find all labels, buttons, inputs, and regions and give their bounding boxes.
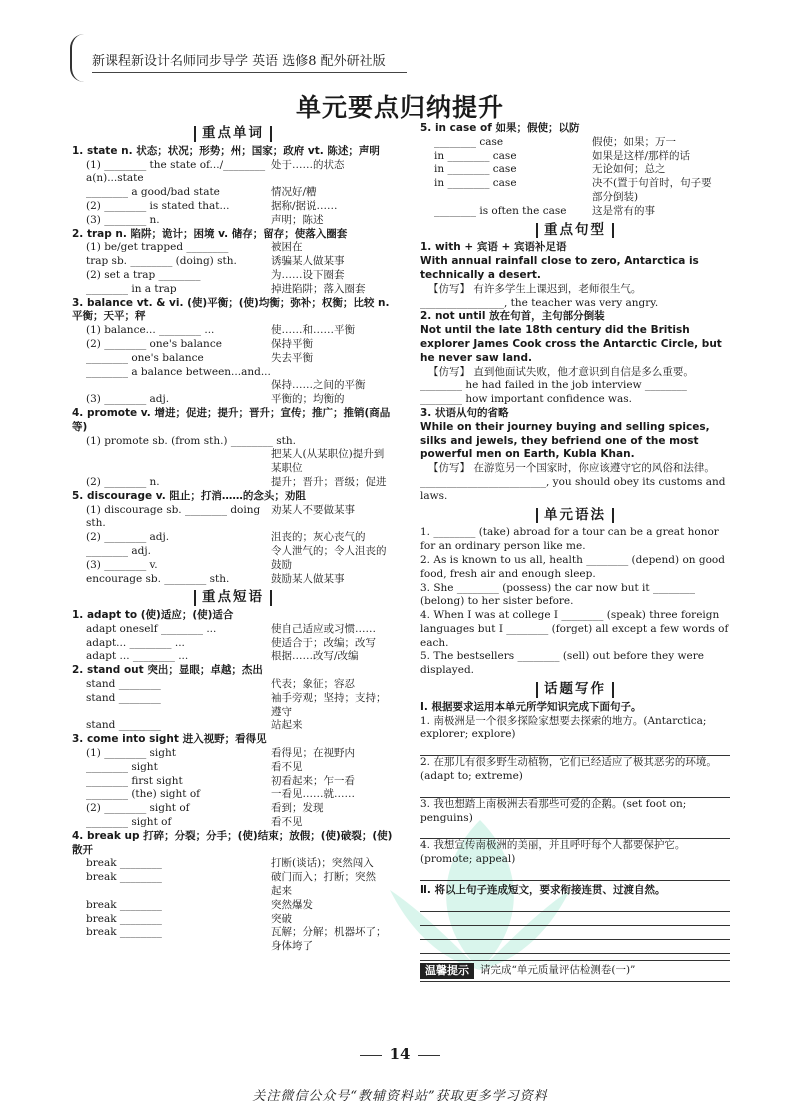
blank-line[interactable]: (1) discourage sb. ________ doing sth. [86, 503, 261, 530]
word-balance-head: 3. balance vt. & vi. (使)平衡；(使)均衡；弥补；权衡；比较 n. 平衡；天平；秤 [72, 296, 390, 323]
blank-line[interactable]: in ________ case [434, 149, 517, 162]
blank-line[interactable]: (1) balance... ________ ... [86, 324, 215, 337]
answer-line[interactable] [420, 898, 730, 912]
blank-line[interactable]: break ________ [86, 857, 162, 870]
writing-part2: Ⅱ. 将以上句子连成短文，要求衔接连贯、过渡自然。 [420, 884, 666, 897]
answer-line[interactable] [420, 912, 730, 926]
blank-line[interactable]: (2) ________ adj. [86, 531, 170, 544]
blank-line[interactable]: (3) ________ adj. [86, 393, 170, 406]
answer-line[interactable]: ________________________, you should obey its customs and laws. [420, 475, 726, 502]
blank-line[interactable]: ________ (the) sight of [86, 788, 201, 801]
blank-line[interactable]: adapt oneself ________ ... [86, 622, 217, 635]
grammar-item[interactable]: 1. ________ (take) abroad for a tour can be a great honor for an ordinary person like me. [420, 526, 719, 553]
section-grammar: 单元语法 [420, 508, 730, 524]
phrase-break-head: 4. break up 打碎；分裂；分手；(使)结束；放假；(使)破裂；(使)散开 [72, 829, 393, 856]
blank-line[interactable]: (2) ________ n. [86, 475, 160, 488]
writing-q2: 2. 在那儿有很多野生动植物，它们已经适应了极其恶劣的环境。(adapt to; extreme) [420, 756, 717, 783]
grammar-item[interactable]: 3. She ________ (possess) the car now but it ________ (belong) to her sister before. [420, 581, 695, 608]
blank-line[interactable]: stand ________ [86, 691, 161, 704]
phrase-sight-head: 3. come into sight 进入视野；看得见 [72, 733, 267, 746]
blank-line[interactable]: ________ a balance between...and... [86, 365, 271, 378]
pattern-with-head: 1. with + 宾语 + 宾语补足语 [420, 241, 567, 254]
section-sentences: 重点句型 [420, 223, 730, 239]
blank-line[interactable]: ________ one's balance [86, 351, 204, 364]
example-sentence: With annual rainfall close to zero, Antarctica is technically a desert. [420, 255, 699, 281]
writing-q4: 4. 我想宣传南极洲的美丽，并且呼吁每个人都要保护它。(promote; appeal) [420, 839, 686, 866]
blank-line[interactable]: (2) ________ one's balance [86, 337, 222, 350]
writing-q3: 3. 我也想踏上南极洲去看那些可爱的企鹅。(set foot on; penguins) [420, 797, 687, 824]
section-writing: 话题写作 [420, 682, 730, 698]
tip-badge: 温馨提示 [420, 963, 474, 979]
blank-line[interactable]: ________ sight [86, 760, 158, 773]
blank-line[interactable]: break ________ [86, 871, 162, 884]
header-bracket [70, 34, 86, 82]
answer-line[interactable] [420, 825, 730, 839]
header-text: 新课程新设计名师同步导学 英语 选修8 配外研社版 [92, 54, 386, 69]
grammar-item[interactable]: 2. As is known to us all, health ________ (depend) on good food, fresh air and enough sleep. [420, 553, 725, 580]
blank-line[interactable]: ________ adj. [86, 544, 151, 557]
blank-line[interactable]: break ________ [86, 912, 162, 925]
left-column: 重点单词 1. state n. 状态；状况；形势；州；国家；政府 vt. 陈述；声明 (1) ________ the state of.../________ a(n)...state 处于……的状态 ________ a good/bad state 情况好/糟 (2) ________ is stated that... 据称/据说…… (3) ________ n. 声明；陈述 2. trap n. 陷阱；诡计；困境 v. 储存；留存；使落入圈套 (1) be/get trapped ________ 被困在 trap sb. ________ (doing) sth. 诱骗某人做某事 (2) set a trap ________ 为……设下圈套 ________ in a trap 掉进陷阱；落入圈套 3. balance vt. & vi. (使)平衡；(使)均衡；弥补；权衡；比较 n. 平衡；天平；秤 (1) balance... ________ ... 使……和……平衡 (2) ________ one's balance 保持平衡 ________ one's balance 失去平衡 ________ a balance between...and... 保持……之间的平衡 (3) ________ adj. 平衡的；均衡的 4. promote v. 增进；促进；提升；晋升；宣传；推广；推销(商品等) (1) promote sb. (from sth.) ________ sth. 把某人(从某职位)提升到某职位 (2) ________ n. 提升；晋升；晋级；促进 5. discourage v. 阻止；打消……的念头；劝阻 (1) discourage sb. ________ doing sth. 劝某人不要做某事 (2) ________ adj. 沮丧的；灰心丧气的 ________ adj. 令人泄气的；令人沮丧的 (3) ________ v. 鼓励 encourage sb. ________ sth. 鼓励某人做某事 重点短语 1. adapt to (使)适应；(使)适合 adapt oneself ________ ... 使自己适应或习惯…… adapt... ________ ... 使适合于；改编；改写 adapt ... ________ ... 根据……改写/改编 2. stand out 突出；显眼；卓越；杰出 stand ________ 代表；象征；容忍 stand ________ 袖手旁观；坚持；支持；遵守 stand ________ 站起来 3. come into sight 进入视野；看得见 (1) ________ sight 看得见；在视野内 ________ sight 看不见 ________ first sight 初看起来；乍一看 ________ (the) sight of 一看见……就…… (2) ________ sight of 看到；发现 ________ sight of 看不见 4. break up 打碎；分裂；分手；(使)结束；放假；(使)破裂；(使)散开 break ________ 打断(谈话)；突然闯入 break ________ 破门而入；打断；突然 起来 break ________ 突然爆发 break ________ 突破 break ________ 瓦解；分解；机器坏了； 身体垮了 [72, 125, 393, 953]
writing-q1: 1. 南极洲是一个很多探险家想要去探索的地方。(Antarctica; explorer; explore) [420, 714, 707, 741]
answer-line[interactable] [420, 742, 730, 756]
pattern-ellipsis-head: 3. 状语从句的省略 [420, 406, 509, 419]
footer-note: 关注微信公众号“教辅资料站”获取更多学习资料 [252, 1089, 548, 1104]
blank-line[interactable]: (2) ________ is stated that... [86, 199, 230, 212]
blank-line[interactable]: ________ case [434, 135, 504, 148]
blank-line[interactable]: encourage sb. ________ sth. [86, 572, 230, 585]
blank-line[interactable]: ________ a good/bad state [86, 186, 220, 199]
tip-text: 请完成“单元质量评估检测卷(一)” [480, 963, 636, 976]
blank-line[interactable]: stand ________ [86, 719, 161, 732]
blank-line[interactable]: break ________ [86, 898, 162, 911]
blank-line[interactable]: (1) ________ sight [86, 747, 176, 760]
blank-line[interactable]: adapt... ________ ... [86, 636, 185, 649]
blank-line[interactable]: ________ in a trap [86, 282, 177, 295]
grammar-item[interactable]: 5. The bestsellers ________ (sell) out before they were displayed. [420, 650, 704, 677]
grammar-item[interactable]: 4. When I was at college I ________ (speak) three foreign languages but I ________ (forget) all except a few words of each. [420, 609, 729, 649]
blank-line[interactable]: (1) promote sb. (from sth.) ________ sth. [86, 434, 296, 447]
page-title: 单元要点归纳提升 [295, 93, 504, 122]
blank-line[interactable]: trap sb. ________ (doing) sth. [86, 255, 237, 268]
practice-prompt: 【仿写】 在游览另一个国家时，你应该遵守它的风俗和法律。 [428, 462, 715, 475]
blank-line[interactable]: ________ is often the case [434, 204, 567, 217]
blank-line[interactable]: (3) ________ v. [86, 558, 158, 571]
blank-line[interactable]: (1) ________ the state of.../________ a(n)...state [86, 158, 266, 185]
example-sentence: While on their journey buying and selling spices, silks and jewels, they befriend one of the most powerful men on Earth, Kubla Khan. [420, 420, 710, 461]
answer-line[interactable]: ________ he had failed in the job interview ________ ________ how important confidence was. [420, 379, 687, 406]
phrase-stand-head: 2. stand out 突出；显眼；卓越；杰出 [72, 664, 263, 677]
section-words: 重点单词 [72, 126, 394, 142]
blank-line[interactable]: in ________ case [434, 177, 517, 190]
practice-prompt: 【仿写】 有许多学生上课迟到，老师很生气。 [428, 282, 642, 295]
answer-line[interactable] [420, 940, 730, 954]
blank-line[interactable]: ________ first sight [86, 774, 183, 787]
answer-line[interactable]: ________________, the teacher was very angry. [420, 296, 659, 309]
answer-line[interactable] [420, 926, 730, 940]
right-column: 5. in case of 如果；假使；以防 ________ case 假使；如果；万一 in ________ case 如果是这样/那样的话 in ________ case 无论如何；总之 in ________ case 决不(置于句首时，句子要 部分倒装) ________ is often the case 这是常有的事 重点句型 1. with + 宾语 + 宾语补足语 With annual rainfall close to zero, Antarctica is technically a desert. 【仿写】 有许多学生上课迟到，老师很生气。 ________________, the teacher was very angry. 2. not until 放在句首，主句部分倒装 Not until the late 18th century did the British explorer James Cook cross the Antarctic Circle, but he never saw land. 【仿写】 直到他面试失败，他才意识到自信是多么重要。 ________ he had failed in the job interview ________ ________ how important confidence was. 3. 状语从句的省略 While on their journey buying and selling spices, silks and jewels, they befriend one of the most powerful men on Earth, Kubla Khan. 【仿写】 在游览另一个国家时，你应该遵守它的风俗和法律。 ________________________, you should obey its customs and laws. 单元语法 1. ________ (take) abroad for a tour can be a great honor for an ordinary person like me. 2. As is known to us all, health ________ (depend) on good food, fresh air and enough sleep. 3. She ________ (possess) the car now but it ________ (belong) to her sister before. 4. When I was at college I ________ (speak) three foreign languages but I ________ (forget) all except a few words of each. 5. The bestsellers ________ (sell) out before they were displayed. 话题写作 Ⅰ. 根据要求运用本单元所学知识完成下面句子。 1. 南极洲是一个很多探险家想要去探索的地方。(Antarctica; explorer; explore) 2. 在那儿有很多野生动植物，它们已经适应了极其恶劣的环境。(adapt to; extreme) 3. 我也想踏上南极洲去看那些可爱的企鹅。(set foot on; penguins) 4. 我想宣传南极洲的美丽，并且呼吁每个人都要保护它。(promote; appeal) Ⅱ. 将以上句子连成短文，要求衔接连贯、过渡自然。 温馨提示 请完成“单元质量评估检测卷(一)” [420, 122, 730, 982]
phrase-adapt-head: 1. adapt to (使)适应；(使)适合 [72, 609, 234, 622]
word-discourage-head: 5. discourage v. 阻止；打消……的念头；劝阻 [72, 489, 306, 502]
blank-line[interactable]: (3) ________ n. [86, 213, 160, 226]
blank-line[interactable]: (1) be/get trapped ________ [86, 241, 229, 254]
writing-part1: Ⅰ. 根据要求运用本单元所学知识完成下面句子。 [420, 700, 642, 713]
blank-line[interactable]: stand ________ [86, 678, 161, 691]
answer-line[interactable] [420, 784, 730, 798]
example-sentence: Not until the late 18th century did the British explorer James Cook cross the Antarctic Circle, but he never saw land. [420, 324, 722, 364]
page-number: 14 [0, 1045, 800, 1063]
header-rule [92, 72, 407, 73]
phrase-case-head: 5. in case of 如果；假使；以防 [420, 122, 580, 134]
word-trap-head: 2. trap n. 陷阱；诡计；困境 v. 储存；留存；使落入圈套 [72, 227, 348, 240]
practice-prompt: 【仿写】 直到他面试失败，他才意识到自信是多么重要。 [428, 365, 694, 378]
word-promote-head: 4. promote v. 增进；促进；提升；晋升；宣传；推广；推销(商品等) [72, 406, 391, 433]
word-state-head: 1. state n. 状态；状况；形势；州；国家；政府 vt. 陈述；声明 [72, 144, 380, 157]
blank-line[interactable]: in ________ case [434, 163, 517, 176]
blank-line[interactable]: break ________ [86, 926, 162, 939]
pattern-not-until-head: 2. not until 放在句首，主句部分倒装 [420, 310, 605, 323]
blank-line[interactable]: ________ sight of [86, 816, 172, 829]
tip-box [420, 960, 730, 982]
blank-line[interactable]: (2) set a trap ________ [86, 268, 201, 281]
answer-line[interactable] [420, 867, 730, 881]
blank-line[interactable]: adapt ... ________ ... [86, 650, 189, 663]
section-phrases: 重点短语 [72, 590, 394, 606]
blank-line[interactable]: (2) ________ sight of [86, 802, 190, 815]
